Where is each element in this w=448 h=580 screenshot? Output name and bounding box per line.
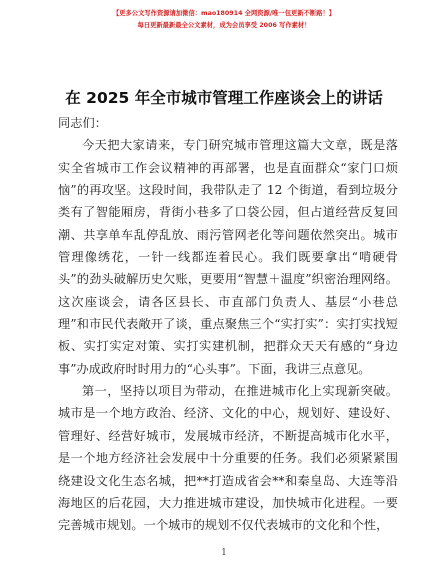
promo-banner — [0, 8, 448, 32]
greeting: 同志们： — [58, 116, 107, 130]
page-number: 1 — [221, 548, 227, 558]
document-title: 在 2025 年全市城市管理工作座谈会上的讲话 — [65, 89, 383, 107]
document-body — [58, 112, 398, 537]
banner-line-2: 每日更新最新最全公文素材，成为会员享受 2006 写作素材！ — [137, 22, 311, 29]
paragraph-intro: 今天把大家请来，专门研究城市管理这篇大文章，既是落实全省城市工作会议精神的再部署，也是直面群众“家门口烦恼”的再攻坚。这段时间，我带队走了 12 个街道，看到垃圾分类有了智能厢房，背街小巷多了口袋公园，但占道经营反复回潮、共享单车乱停乱放、雨污管网老化等问题依然突出。城市管理像绣花，一针一线都连着民心。我们既要拿出“啃硬骨头”的劲头破解历史欠账，更要用“智慧＋温度”织密治理网络。这次座谈会，请各区县长、市直部门负责人、基层“小巷总理”和市民代表敞开了谈，重点聚焦三个“实打实”：实打实找短板、实打实定对策、实打实建机制，把群众天天有感的“身边事”办成政府时时用力的“心头事”。下面，我讲三点意见。 — [58, 138, 398, 376]
paragraph-first-point: 第一，坚持以项目为带动，在推进城市化上实现新突破。城市是一个地方政治、经济、文化的中心，规划好、建设好、管理好、经营好城市，发展城市经济，不断提高城市化水平，是一个地方经济社会发展中十分重要的任务。我们必须紧紧围绕建设文化生态名城，把**打造成省会**和秦皇岛、大连等沿海地区的后花园，大力推进城市建设，加快城市化进程。一要完善城市规划。一个城市的规划不仅代表城市的文化和个性， — [58, 384, 398, 533]
banner-line-1: 【更多公文写作资源请加微信：mao180914 全网资源/唯一包更新不断路！】 — [112, 10, 336, 17]
